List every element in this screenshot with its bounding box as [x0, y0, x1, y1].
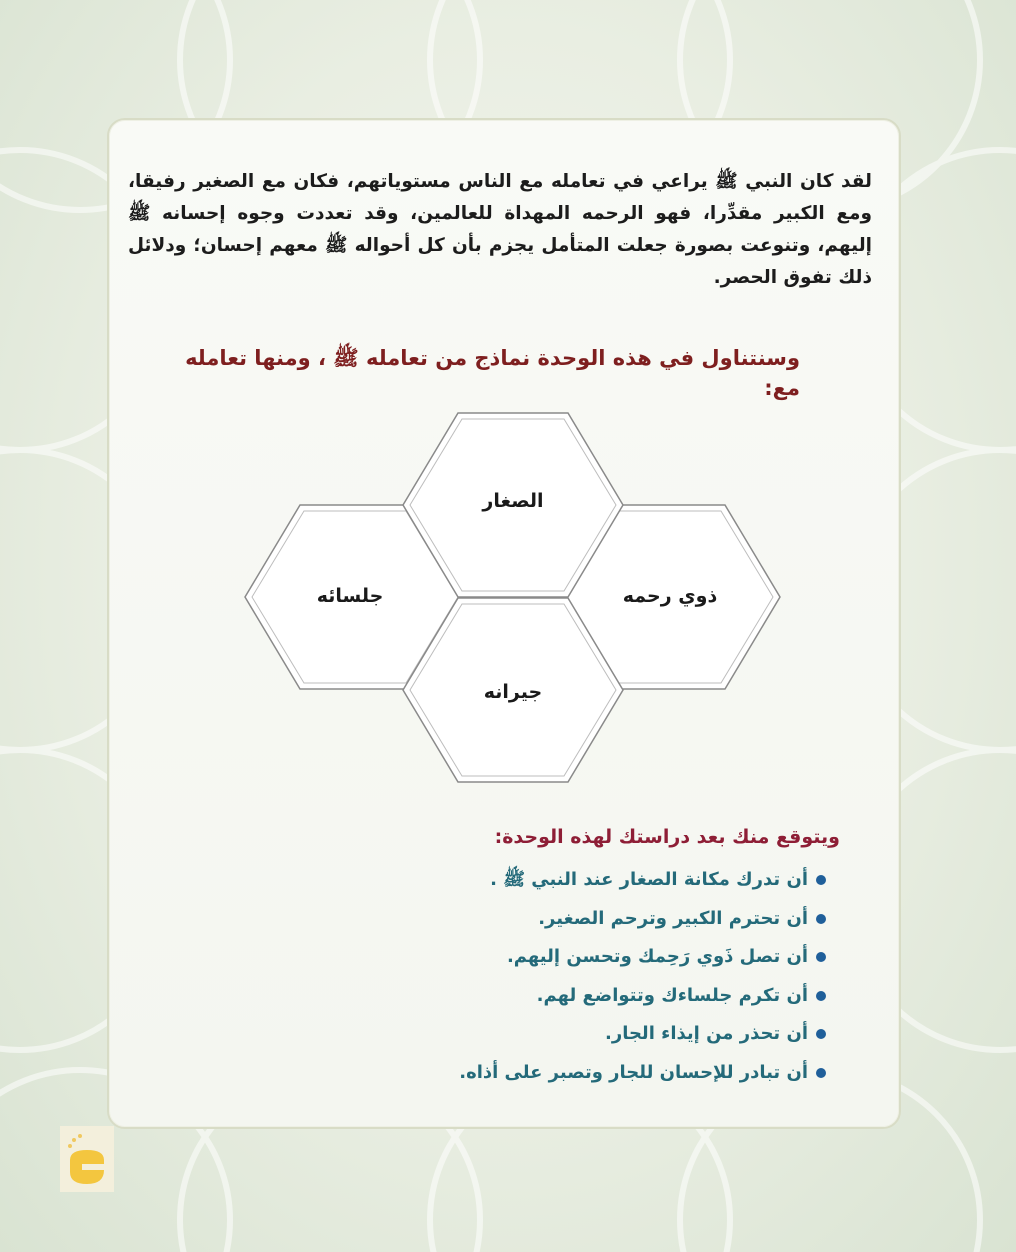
section-heading: وسنتناول في هذه الوحدة نماذج من تعامله ﷺ ، ومنها تعامله مع:	[185, 346, 800, 400]
goals-list	[380, 866, 826, 1097]
list-item: أن تحذر من إيذاء الجار.	[380, 1020, 826, 1059]
hexagon-diagram	[240, 405, 785, 790]
hexagon-label-bottom: جيرانه	[483, 681, 543, 703]
bullet-icon	[816, 1068, 826, 1078]
bullet-icon	[816, 952, 826, 962]
bullet-icon	[816, 875, 826, 885]
list-item: أن تصل ذَوي رَحِمك وتحسن إليهم.	[380, 943, 826, 982]
intro-paragraph	[128, 166, 872, 294]
intro-line: لقد كان النبي ﷺ يراعي في تعامله مع الناس مستوياتهم، فكان مع الصغير رفيقا، ومع	[128, 171, 872, 224]
bullet-icon	[816, 1029, 826, 1039]
intro-line: الكبير مقدِّرا، فهو الرحمه المهداة للعالمين، وقد تعددت وجوه إحسانه ﷺ إليهم، وتنوعت	[128, 203, 872, 256]
bullet-icon	[816, 914, 826, 924]
list-item: أن تبادر للإحسان للجار وتصبر على أذاه.	[380, 1059, 826, 1098]
list-item: أن تدرك مكانة الصغار عند النبي ﷺ .	[380, 866, 826, 905]
hexagon-label-left: جلسائه	[316, 585, 384, 607]
bullet-icon	[816, 991, 826, 1001]
hexagon-label-top: الصغار	[482, 490, 544, 512]
hexagon-label-right: ذوي رحمه	[622, 585, 718, 607]
logo-icon	[60, 1126, 114, 1192]
list-item: أن تكرم جلساءك وتتواضع لهم.	[380, 982, 826, 1021]
list-item: أن تحترم الكبير وترحم الصغير.	[380, 905, 826, 944]
intro-line: بصورة جعلت المتأمل يجزم بأن كل أحواله ﷺ معهم إحسان؛ ودلائل ذلك تفوق الحصر.	[128, 235, 872, 288]
expectations-heading: ويتوقع منك بعد دراستك لهذه الوحدة:	[494, 826, 840, 848]
publisher-logo	[60, 1126, 114, 1192]
